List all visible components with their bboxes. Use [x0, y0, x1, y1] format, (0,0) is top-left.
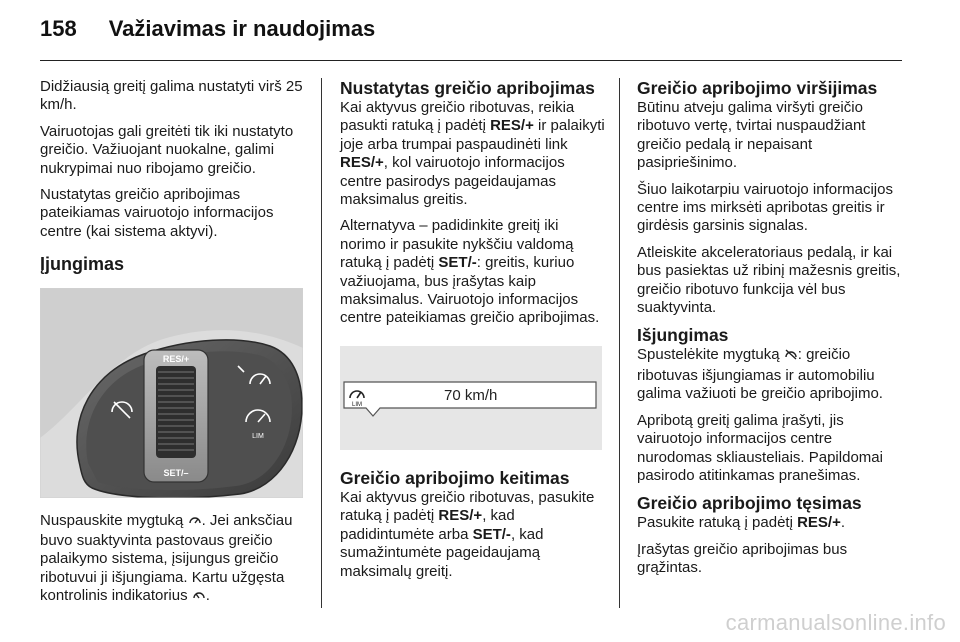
column-divider-1 [321, 78, 322, 608]
page-header [40, 16, 375, 42]
section-heading: Greičio apribojimo viršijimas [637, 78, 878, 98]
display-lim-label: LIM [351, 401, 363, 408]
section-heading: Nustatytas greičio apribojimas [340, 78, 595, 98]
watermark: carmanualsonline.info [725, 610, 946, 635]
page-title: Važiavimas ir naudojimas [108, 16, 376, 41]
page-number: 158 [40, 16, 77, 41]
paragraph: Spustelėkite mygtuką : greičio ribotuvas išjungiamas ir automobiliu galima važiuoti be greičio apribojimo. [637, 346, 883, 403]
paragraph: Įrašytas greičio apribojimas bus grąžintas. [637, 540, 848, 577]
column-divider-2 [619, 78, 620, 608]
steering-controls-illustration [40, 288, 303, 498]
paragraph: Vairuotojas gali greitėti tik iki nustatyto greičio. Važiuojant nuokalne, galimi nukrypimai nuo ribojamo greičio. [40, 122, 294, 177]
cruise-control-indicator-icon [192, 588, 206, 607]
display-speed: 70 km/h [444, 386, 498, 404]
section-heading: Greičio apribojimo tęsimas [637, 493, 862, 514]
paragraph: Kai aktyvus greičio ribotuvas, reikia pasukti ratuką į padėtį RES/+ ir palaikyti joje arba trumpai paspaudinėti link RES/+, kol vairuotojo informacijos centre pasirodys pageidaujamas maksimalus greitis. [340, 99, 605, 209]
paragraph: Nustatytas greičio apribojimas pateikiamas vairuotojo informacijos centre (kai sistema aktyvi). [40, 186, 274, 240]
lim-label: LIM [252, 432, 264, 440]
column-2 [340, 78, 605, 589]
steering-controls-figure [40, 288, 303, 498]
header-rule [40, 60, 902, 61]
column-3 [637, 78, 905, 586]
speed-limiter-icon [188, 513, 202, 532]
display-figure [340, 346, 602, 450]
paragraph: Apribotą greitį galima įrašyti, jis vairuotojo informacijos centre nurodomas skliausteliais. Papildomai pasirodo atitinkamas pranešimas. [637, 411, 883, 484]
paragraph: Nuspauskite mygtuką . Jei anksčiau buvo suaktyvinta pastovaus greičio palaikymo sistema, įsijungus greičio ribotuvui ji išjungiama. Kartu užgęsta kontrolinis indikatorius . [40, 512, 308, 608]
paragraph: Atleiskite akceleratoriaus pedalą, ir kai bus pasiektas už ribinį mažesnis greitis, greičio ribotuvo funkcija vėl bus suaktyvinta. [637, 243, 901, 317]
section-heading: Įjungimas [40, 254, 125, 275]
section-heading: Išjungimas [637, 325, 729, 346]
paragraph: Didžiausią greitį galima nustatyti virš 25 km/h. [40, 78, 303, 114]
info-center-display [340, 346, 602, 450]
limiter-off-icon [784, 347, 798, 366]
res-label: RES/+ [162, 353, 190, 364]
paragraph: Šiuo laikotarpiu vairuotojo informacijos centre ims mirksėti apribotas greitis ir girdėsis garsinis signalas. [637, 180, 893, 235]
paragraph: Pasukite ratuką į padėtį RES/+. [637, 514, 846, 532]
paragraph: Alternatyva – padidinkite greitį iki norimo ir pasukite nykščiu valdomą ratuką į padėtį SET/-: greitis, kuriuo važiuojama, bus įrašytas kaip maksimalus. Vairuotojo informacijos centre pateikiamas greičio apribojimas. [340, 217, 600, 327]
column-1 [40, 78, 308, 616]
section-heading: Greičio apribojimo keitimas [340, 467, 570, 488]
paragraph: Būtinu atveju galima viršyti greičio ribotuvo vertę, tvirtai nuspaudžiant greičio pedalą ir nepaisant pasipriešinimo. [637, 99, 866, 172]
paragraph: Kai aktyvus greičio ribotuvas, pasukite ratuką į padėtį RES/+, kad padidintumėte arba SET/-, kad sumažintumėte pageidaujamą maksimalų greitį. [340, 488, 595, 580]
set-label: SET/– [163, 467, 189, 478]
